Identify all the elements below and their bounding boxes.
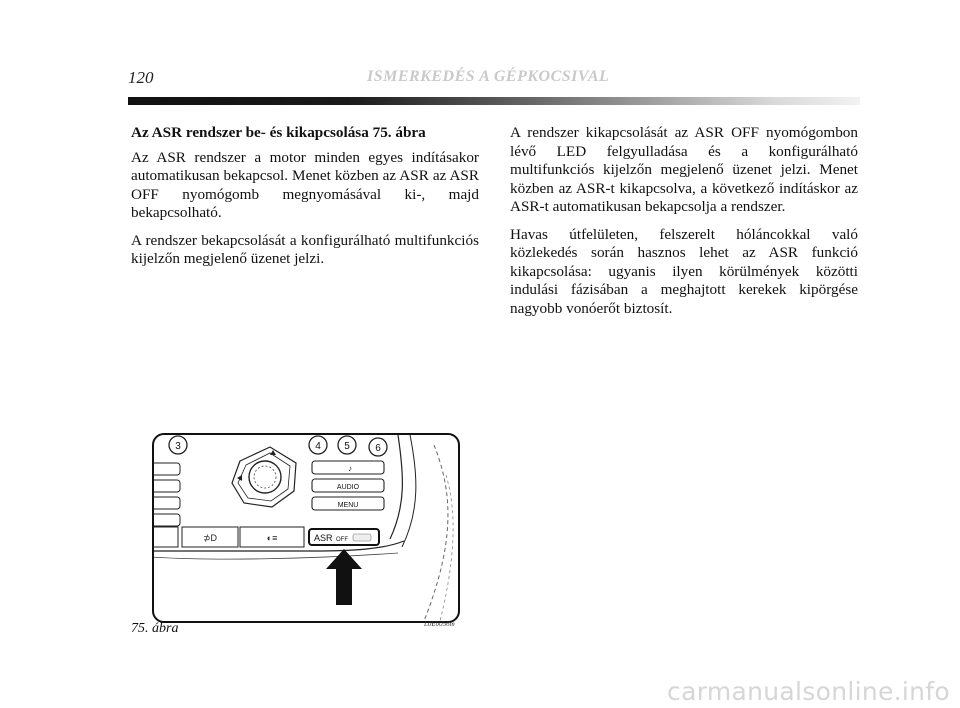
- preset-5-button: [338, 436, 356, 454]
- right-column: [510, 124, 858, 327]
- figure-caption: 75. ábra: [131, 621, 179, 636]
- left-column: [131, 124, 479, 278]
- watermark: carmanualsonline.info: [667, 677, 950, 706]
- asr-label: ASR: [314, 533, 333, 543]
- function-buttons: [312, 461, 384, 510]
- paragraph: Havas útfelületen, felszerelt hóláncokkal való közlekedés során hasznos lehet az ASR funkció kikapcsolása: ugyanis ilyen körülmények közötti indulási fázisában a meghajtott kerekek kipörgése nagyobb vonóerőt biztosít.: [510, 225, 858, 317]
- paragraph: Az ASR rendszer a motor minden egyes indításakor automatikusan bekapcsol. Menet közben az ASR az ASR OFF nyomógomb megnyomásával ki-, majd bekapcsolható.: [131, 148, 479, 221]
- preset-5-label: 5: [344, 441, 350, 452]
- header-rule: [128, 97, 860, 105]
- paragraph: A rendszer kikapcsolását az ASR OFF nyomógombon lévő LED felgyulladása és a konfigurálható multifunkciós kijelzőn megjelenő üzenet jelzi. Menet közben az ASR-t kikapcsolva, a következő indításkor az ASR-t automatikusan bekapcsolja a rendszer.: [510, 124, 858, 215]
- navigation-knob: [232, 447, 296, 507]
- preset-4-label: 4: [315, 441, 321, 452]
- menu-button-label: MENU: [337, 502, 359, 509]
- pointer-arrow: [326, 549, 362, 605]
- preset-4-button: [309, 436, 327, 454]
- preset-3-label: 3: [175, 441, 181, 452]
- lower-button-strip: [154, 527, 304, 547]
- preset-6-button: [369, 438, 387, 456]
- running-header: ISMERKEDÉS A GÉPKOCSIVAL: [367, 68, 610, 85]
- rear-fog-icon: ◐≡: [266, 533, 278, 543]
- paragraph: A rendszer bekapcsolását a konfigurálható multifunkciós kijelzőn megjelenő üzenet jelzi.: [131, 231, 479, 267]
- console-illustration: [154, 435, 458, 621]
- left-button-column: [154, 463, 180, 526]
- page-number: 120: [128, 68, 154, 87]
- fog-light-icon: ⊅D: [202, 533, 218, 543]
- section-heading: Az ASR rendszer be- és kikapcsolása 75. ábra: [131, 124, 426, 141]
- figure-code: L0E0056m: [424, 620, 455, 628]
- off-label: OFF: [336, 537, 348, 543]
- preset-3-button: [169, 436, 187, 454]
- preset-6-label: 6: [375, 443, 381, 454]
- figure-75-asr-console: [152, 433, 460, 623]
- note-icon: ♪: [348, 464, 352, 473]
- audio-button-label: AUDIO: [336, 484, 360, 491]
- asr-off-button: [309, 529, 379, 545]
